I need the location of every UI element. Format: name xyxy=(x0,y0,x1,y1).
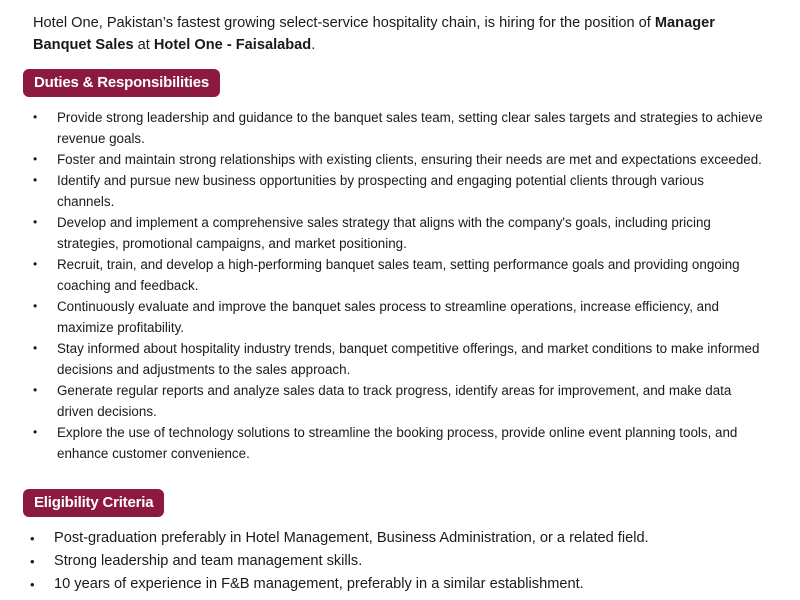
bullet-icon: • xyxy=(33,215,38,229)
list-item xyxy=(33,254,763,296)
bullet-icon: • xyxy=(30,554,35,569)
duty-text: Provide strong leadership and guidance to the banquet sales team, setting clear sales targets and strategies to achieve revenue goals. xyxy=(57,110,763,146)
bullet-icon: • xyxy=(33,173,38,187)
bullet-icon: • xyxy=(33,425,38,439)
duty-text: Generate regular reports and analyze sales data to track progress, identify areas for improvement, and make data driven decisions. xyxy=(57,383,732,419)
duty-text: Identify and pursue new business opportunities by prospecting and engaging potential clients through various channels. xyxy=(57,173,704,209)
list-item xyxy=(33,380,763,422)
duty-text: Continuously evaluate and improve the banquet sales process to streamline operations, increase efficiency, and maximize profitability. xyxy=(57,299,719,335)
bullet-icon: • xyxy=(33,110,38,124)
bullet-icon: • xyxy=(33,152,38,166)
bullet-icon: • xyxy=(30,577,35,592)
list-item xyxy=(33,107,763,149)
duties-list xyxy=(33,107,763,464)
criteria-text: Post-graduation preferably in Hotel Management, Business Administration, or a related field. xyxy=(54,530,649,546)
list-item xyxy=(33,338,763,380)
intro-text: Hotel One, Pakistan’s fastest growing select-service hospitality chain, is hiring for the position of xyxy=(33,15,655,31)
duty-text: Develop and implement a comprehensive sales strategy that aligns with the company's goals, including pricing strategies, promotional campaigns, and market positioning. xyxy=(57,215,711,251)
bullet-icon: • xyxy=(33,341,38,355)
duty-text: Stay informed about hospitality industry trends, banquet competitive offerings, and market conditions to make informed decisions and adjustments to the sales approach. xyxy=(57,341,760,377)
position-title: Manager Banquet Sales xyxy=(33,15,715,53)
intro-end: . xyxy=(311,37,316,53)
criteria-text: 10 years of experience in F&B management, preferably in a similar establishment. xyxy=(54,576,584,592)
list-item xyxy=(33,422,763,464)
criteria-text: Strong leadership and team management skills. xyxy=(54,553,363,569)
eligibility-heading: Eligibility Criteria xyxy=(23,489,164,517)
bullet-icon: • xyxy=(30,531,35,546)
duty-text: Foster and maintain strong relationships with existing clients, ensuring their needs are met and expectations exceeded. xyxy=(57,152,762,167)
list-item xyxy=(30,550,770,573)
eligibility-list xyxy=(30,527,770,596)
list-item xyxy=(30,573,770,596)
duty-text: Explore the use of technology solutions to streamline the booking process, provide online event planning tools, and enhance customer convenience. xyxy=(57,425,738,461)
list-item xyxy=(33,170,763,212)
duty-text: Recruit, train, and develop a high-performing banquet sales team, setting performance goals and providing ongoing coaching and feedback. xyxy=(57,257,740,293)
bullet-icon: • xyxy=(33,299,38,313)
intro-connector: at xyxy=(133,37,154,53)
intro-paragraph xyxy=(33,12,773,56)
list-item xyxy=(33,149,763,170)
bullet-icon: • xyxy=(33,383,38,397)
list-item xyxy=(33,212,763,254)
duties-heading: Duties & Responsibilities xyxy=(23,69,220,97)
bullet-icon: • xyxy=(33,257,38,271)
list-item xyxy=(33,296,763,338)
list-item xyxy=(30,527,770,550)
hotel-location: Hotel One - Faisalabad xyxy=(153,37,312,53)
